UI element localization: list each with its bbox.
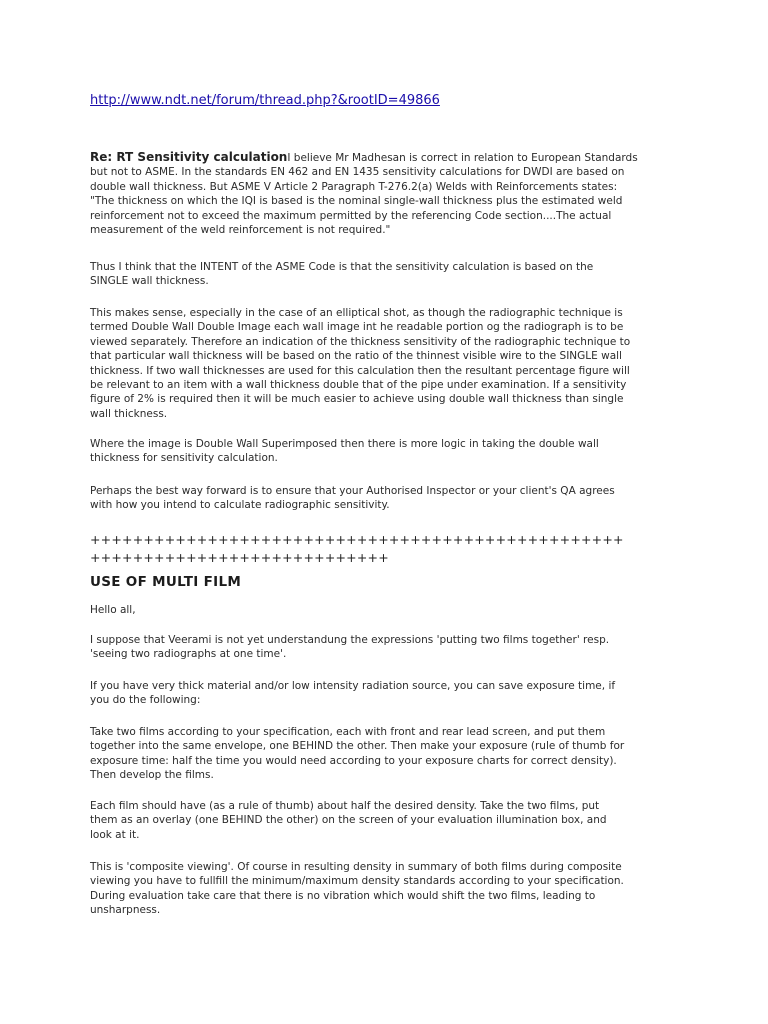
- text-line: figure of 2% is required then it will be much easier to achieve using double wall thickness than single: [90, 393, 624, 406]
- reply-first-line: [90, 150, 690, 165]
- text-line: thickness for sensitivity calculation.: [90, 452, 278, 465]
- text-line: thickness. If two wall thicknesses are used for this calculation then the resultant percentage figure will: [90, 364, 630, 377]
- text-line: with how you intend to calculate radiographic sensitivity.: [90, 499, 390, 512]
- paragraph-composite-viewing: [90, 860, 690, 918]
- text-line: you do the following:: [90, 694, 201, 707]
- text-line: measurement of the weld reinforcement is not required.": [90, 224, 391, 237]
- paragraph-elliptical: [90, 306, 690, 421]
- text-line: This is 'composite viewing'. Of course in resulting density in summary of both films during composite: [90, 861, 622, 873]
- text-line: viewed separately. Therefore an indication of the thickness sensitivity of the radiographic technique to: [90, 335, 631, 348]
- text-line: Each film should have (as a rule of thumb) about half the desired density. Take the two films, put: [90, 800, 600, 812]
- text-line: Perhaps the best way forward is to ensure that your Authorised Inspector or your client's QA agrees: [90, 485, 615, 497]
- text-line: 'seeing two radiographs at one time'.: [90, 648, 287, 661]
- reply-title: Re: RT Sensitivity calculation: [90, 150, 288, 164]
- paragraph-greeting: [90, 603, 690, 617]
- thread-link[interactable]: http://www.ndt.net/forum/thread.php?&rootID=49866: [90, 93, 440, 108]
- paragraph-veerami: [90, 633, 690, 662]
- separator-line: ++++++++++++++++++++++++++++++++++++++++++++++++++: [90, 532, 624, 547]
- text-line: If you have very thick material and/or low intensity radiation source, you can save exposure time, if: [90, 680, 616, 692]
- text-line: together into the same envelope, one BEHIND the other. Then make your exposure (rule of thumb for: [90, 740, 625, 753]
- text-line: look at it.: [90, 828, 140, 841]
- paragraph-thick-material: [90, 679, 690, 708]
- section-heading: USE OF MULTI FILM: [90, 574, 242, 590]
- text-line: unsharpness.: [90, 904, 161, 917]
- text-line: reinforcement not to exceed the maximum permitted by the referencing Code section....The actual: [90, 209, 612, 222]
- text-line: Thus I think that the INTENT of the ASME Code is that the sensitivity calculation is based on the: [90, 261, 594, 273]
- text-line: viewing you have to fullfill the minimum/maximum density standards according to your specification.: [90, 875, 624, 888]
- text-line: This makes sense, especially in the case of an elliptical shot, as though the radiographic technique is: [90, 307, 623, 319]
- paragraph-superimposed: [90, 437, 690, 466]
- text-line: wall thickness.: [90, 407, 168, 420]
- reply-paragraph: [90, 150, 690, 237]
- paragraph-way-forward: [90, 484, 690, 513]
- text-line: I suppose that Veerami is not yet understandung the expressions 'putting two films together' resp.: [90, 634, 610, 646]
- text-line: Then develop the films.: [90, 769, 214, 782]
- text-line: them as an overlay (one BEHIND the other) on the screen of your evaluation illumination box, and: [90, 814, 607, 827]
- text-line: exposure time: half the time you would need according to your exposure charts for correct density).: [90, 754, 617, 767]
- text-line: Hello all,: [90, 604, 136, 616]
- paragraph-intent: [90, 260, 690, 289]
- text-line: "The thickness on which the IQI is based is the nominal single-wall thickness plus the estimated weld: [90, 195, 623, 208]
- text-line: Where the image is Double Wall Superimposed then there is more logic in taking the double wall: [90, 438, 599, 450]
- text-line: termed Double Wall Double Image each wall image int he readable portion og the radiograph is to be: [90, 321, 624, 334]
- text-line: be relevant to an item with a wall thickness double that of the pipe under examination. If a sensitivity: [90, 379, 627, 392]
- paragraph-two-films: [90, 725, 690, 783]
- text-line: Take two films according to your specification, each with front and rear lead screen, and put them: [90, 726, 606, 738]
- text-line: but not to ASME. In the standards EN 462 and EN 1435 sensitivity calculations for DWDI are based on: [90, 166, 625, 179]
- text-line: SINGLE wall thickness.: [90, 275, 209, 288]
- reply-first-line-text: I believe Mr Madhesan is correct in relation to European Standards: [287, 152, 638, 164]
- separator: [90, 531, 624, 567]
- separator-line: ++++++++++++++++++++++++++++: [90, 550, 389, 565]
- paragraph-density: [90, 799, 690, 842]
- text-line: that particular wall thickness will be based on the ratio of the thinnest visible wire to the SINGLE wall: [90, 350, 622, 363]
- text-line: double wall thickness. But ASME V Article 2 Paragraph T-276.2(a) Welds with Reinforcements states:: [90, 180, 618, 193]
- text-line: During evaluation take care that there is no vibration which would shift the two films, leading to: [90, 889, 596, 902]
